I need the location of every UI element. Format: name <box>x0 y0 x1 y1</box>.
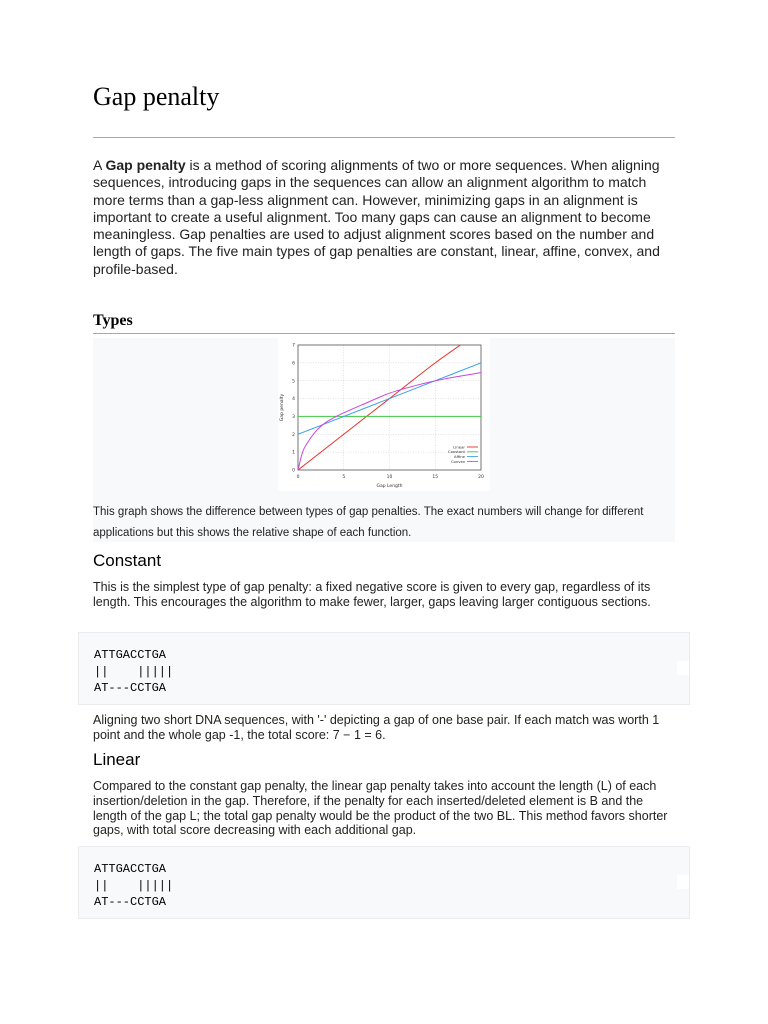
gap-penalty-chart[interactable] <box>278 338 490 491</box>
y-axis-label: Gap penalty <box>280 393 285 422</box>
x-tick-label: 0 <box>296 475 300 480</box>
x-tick-label: 10 <box>386 475 393 480</box>
y-tick-label: 4 <box>292 397 295 403</box>
legend-label-linear: Linear <box>453 444 465 450</box>
figure-caption: This graph shows the difference between types of gap penalties. The exact numbers will change for different applications but this shows the relative shape of each function. <box>93 506 644 539</box>
constant-code: ATTGACCTGA || ||||| AT---CCTGA <box>94 648 174 695</box>
legend-label-convex: Convex <box>450 458 465 464</box>
legend-label-affine: Affine <box>453 454 465 459</box>
y-tick-label: 2 <box>292 432 295 438</box>
x-tick-label: 5 <box>342 475 346 480</box>
linear-code-block <box>78 846 690 919</box>
linear-paragraph: Compared to the constant gap penalty, the linear gap penalty takes into account the length (L) of each insertion/deletion in the gap. Therefore, if the penalty for each inserted/deleted element is B and the length of the gap L; the total gap penalty would be the product of the two BL. This method favors shorter gaps, with total score decreasing with each additional gap. <box>93 779 668 838</box>
y-tick-label: 7 <box>292 343 295 349</box>
types-heading: Types <box>93 312 133 329</box>
legend-label-constant: Constant <box>447 449 465 455</box>
constant-example-text: Aligning two short DNA sequences, with '-' depicting a gap of one base pair. If each match was worth 1 point and the whole gap -1, the total score: 7 − 1 = 6. <box>93 713 660 742</box>
chart-svg <box>278 338 490 491</box>
linear-code: ATTGACCTGA || ||||| AT---CCTGA <box>94 862 174 909</box>
x-tick-label: 15 <box>432 475 439 480</box>
intro-body: is a method of scoring alignments of two or more sequences. When aligning sequences, introducing gaps in the sequences can allow an alignment algorithm to match more terms than a gap-less alignment can. However, minimizing gaps in an alignment is important to create a useful alignment. Too many gaps can cause an alignment to become meaningless. Gap penalties are used to adjust alignment scores based on the number and length of gaps. The five main types of gap penalties are constant, linear, affine, convex, and profile-based. <box>93 157 660 277</box>
title-divider <box>93 137 675 138</box>
x-tick-label: 20 <box>478 475 484 480</box>
y-tick-label: 0 <box>292 468 295 474</box>
y-tick-label: 3 <box>292 415 295 421</box>
y-tick-label: 6 <box>292 361 295 367</box>
x-axis-label: Gap Length <box>376 484 403 489</box>
page-title: Gap penalty <box>93 82 220 111</box>
constant-code-block <box>78 632 690 705</box>
intro-paragraph <box>93 157 677 278</box>
linear-heading: Linear <box>93 750 141 769</box>
intro-lead: A <box>93 157 106 173</box>
y-tick-label: 1 <box>292 450 295 456</box>
constant-heading: Constant <box>93 551 162 570</box>
intro-term: Gap penalty <box>105 157 186 173</box>
y-tick-label: 5 <box>292 379 295 385</box>
types-divider <box>93 333 675 334</box>
figure <box>93 338 675 542</box>
constant-paragraph: This is the simplest type of gap penalty: a fixed negative score is given to every gap, regardless of its length. This encourages the algorithm to make fewer, larger, gaps leaving larger contiguous sections. <box>93 580 651 609</box>
